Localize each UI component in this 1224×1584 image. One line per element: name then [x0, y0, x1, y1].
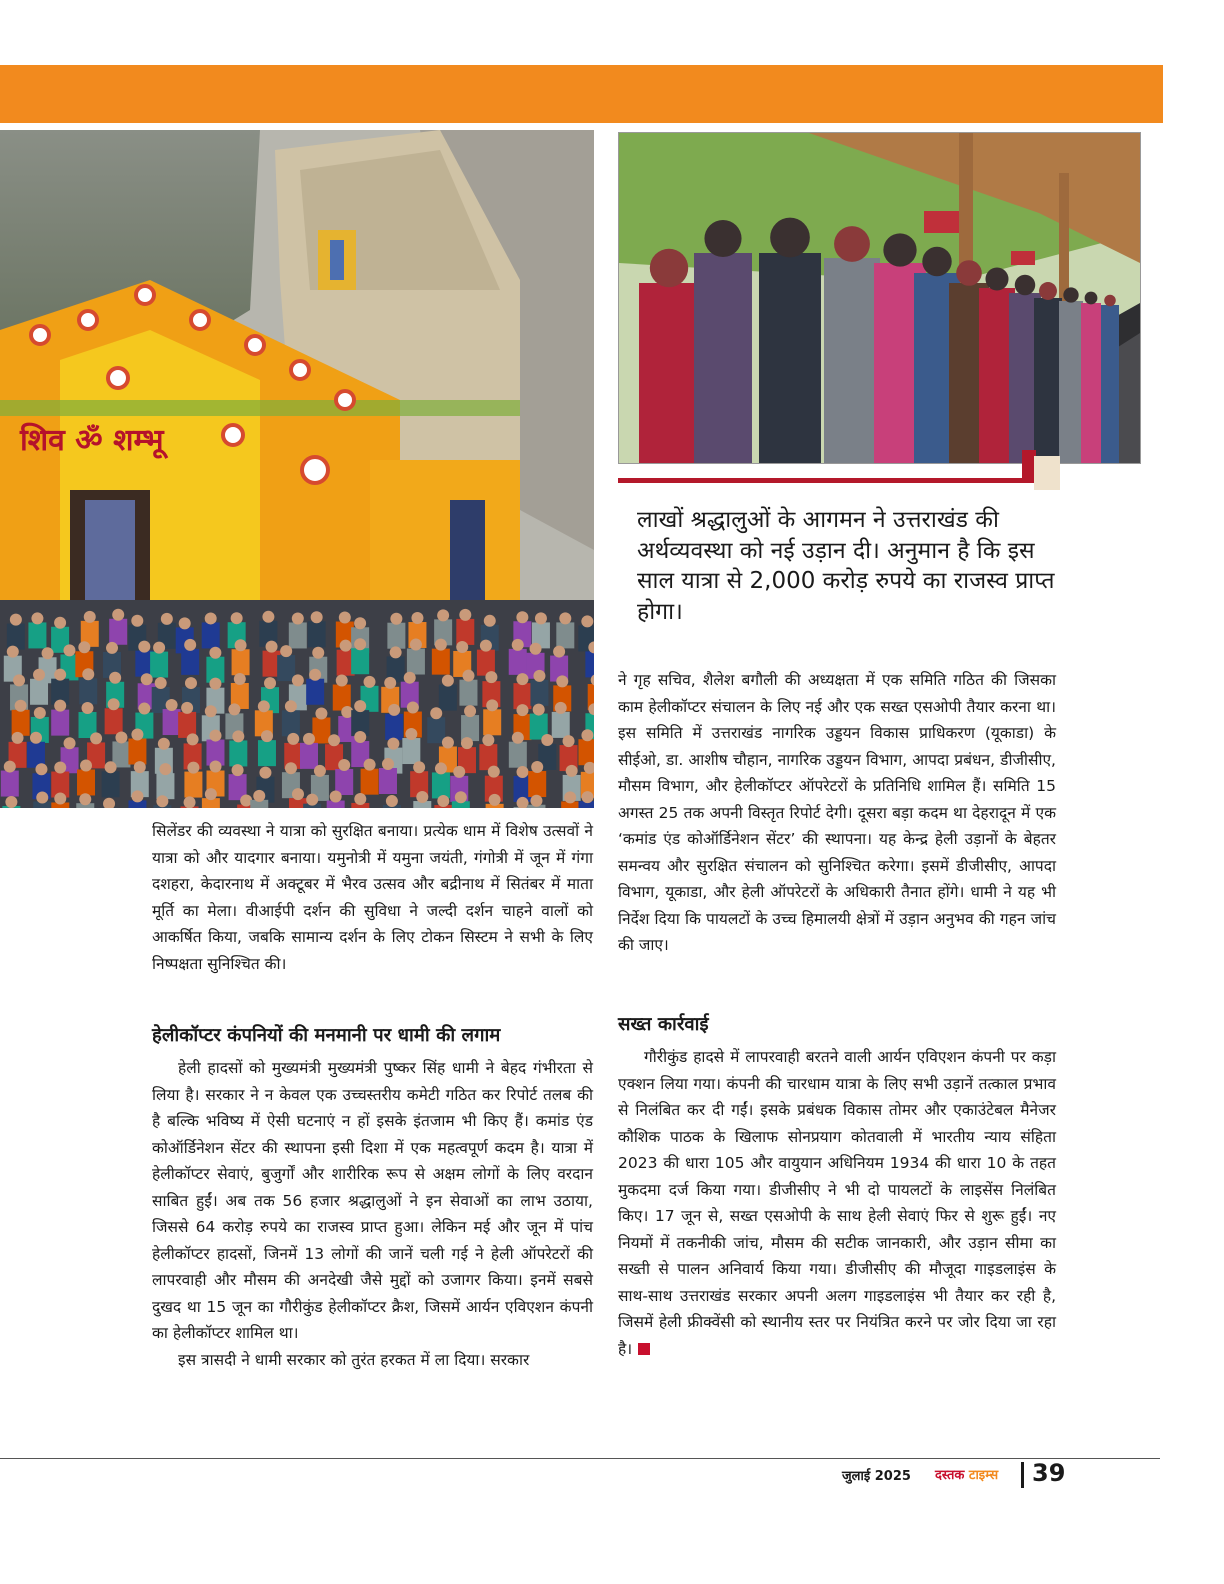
queue-figure	[1101, 305, 1119, 463]
crowd-head	[581, 791, 593, 803]
crowd-head	[455, 791, 467, 803]
crowd-head	[535, 612, 547, 624]
pull-quote: लाखों श्रद्धालुओं के आगमन ने उत्तराखंड की अर्थव्यवस्था को नई उड़ान दी। अनुमान है कि इस साल यात्रा से 2,000 करोड़ रुपये का राजस्व प्राप्त होगा।	[637, 507, 1055, 625]
crowd-figure	[184, 772, 202, 798]
crowd-head	[54, 669, 66, 681]
crowd-figure	[102, 771, 120, 797]
footer-brand-logo	[935, 1465, 998, 1483]
accent-red-line	[618, 478, 1032, 483]
queue-head	[922, 247, 951, 276]
crowd-head	[566, 765, 578, 777]
crowd-head	[84, 611, 96, 623]
crowd-figure	[28, 622, 46, 648]
crowd-head	[581, 729, 593, 741]
crowd-head	[556, 675, 568, 687]
crowd-head	[54, 617, 66, 629]
crowd-figure	[105, 708, 123, 734]
crowd-head	[563, 735, 575, 747]
crowd-figure	[30, 679, 48, 705]
crowd-head	[555, 702, 567, 714]
crowd-head	[354, 638, 366, 650]
brand-part-2: टाइम्स	[968, 1468, 999, 1483]
crowd-head	[315, 707, 327, 719]
temple-sign-text: शिव ॐ शम्भू	[20, 423, 164, 458]
crowd-head	[138, 703, 150, 715]
crowd-head	[303, 733, 315, 745]
crowd-head	[533, 670, 545, 682]
crowd-figure	[229, 740, 247, 766]
left-section-heading: हेलीकॉप्टर कंपनियों की मनमानी पर धामी की लगाम	[152, 1025, 501, 1046]
crowd-figure	[308, 621, 326, 647]
crowd-figure	[578, 739, 594, 765]
crowd-head	[407, 702, 419, 714]
accent-beige-block	[1034, 456, 1060, 490]
crowd-head	[134, 761, 146, 773]
crowd-head	[210, 761, 222, 773]
crowd-head	[486, 699, 498, 711]
crowd-head	[364, 759, 376, 771]
crowd-figure	[402, 738, 420, 764]
crowd-head	[54, 792, 66, 804]
right-section-heading: सख्त कार्रवाई	[618, 1014, 709, 1035]
crowd-head	[364, 676, 376, 688]
crowd-figure	[277, 655, 295, 681]
crowd-figure	[202, 622, 220, 648]
crowd-figure	[556, 622, 574, 648]
crowd-figure	[407, 649, 425, 675]
queue-head	[1039, 282, 1057, 300]
crowd-head	[205, 788, 217, 800]
crowd-head	[184, 639, 196, 651]
crowd-head	[410, 639, 422, 651]
crowd-figure	[1, 771, 19, 797]
crowd-figure	[385, 714, 403, 740]
crowd-head	[453, 766, 465, 778]
crowd-head	[437, 609, 449, 621]
crowd-head	[187, 762, 199, 774]
crowd-head	[336, 675, 348, 687]
crowd-head	[382, 758, 394, 770]
right-paragraph-1	[618, 1044, 1056, 1362]
crowd-head	[340, 640, 352, 652]
right-column-section	[618, 1044, 1056, 1362]
queue-head	[1015, 275, 1035, 295]
crowd-head	[530, 795, 542, 807]
crowd-head	[141, 673, 153, 685]
crowd-figure	[509, 649, 527, 675]
crowd-figure	[361, 769, 379, 795]
crowd-head	[36, 791, 48, 803]
crowd-figure	[289, 622, 307, 648]
crowd-head	[437, 795, 449, 807]
crowd-head	[404, 672, 416, 684]
crowd-figure	[300, 743, 318, 769]
crowd-head	[258, 700, 270, 712]
crowd-figure	[483, 709, 501, 735]
crowd-head	[187, 733, 199, 745]
queue-head	[704, 220, 741, 257]
crowd-head	[390, 613, 402, 625]
crowd-head	[79, 793, 91, 805]
crowd-figure	[379, 768, 397, 794]
crowd-head	[516, 611, 528, 623]
crowd-head	[262, 611, 274, 623]
crowd-head	[292, 788, 304, 800]
header-color-band	[0, 65, 1163, 123]
crowd-head	[386, 795, 398, 807]
crowd-head	[280, 645, 292, 657]
crowd-head	[390, 646, 402, 658]
crowd-head	[4, 761, 16, 773]
crowd-head	[231, 612, 243, 624]
crowd-head	[266, 641, 278, 653]
crowd-head	[480, 640, 492, 652]
crowd-head	[309, 669, 321, 681]
crowd-figure	[163, 709, 181, 735]
crowd-head	[181, 702, 193, 714]
queue-figure	[759, 253, 821, 463]
crowd-head	[482, 734, 494, 746]
crowd-head	[138, 641, 150, 653]
queue-head	[883, 233, 916, 266]
crowd-head	[485, 671, 497, 683]
crowd-head	[64, 737, 76, 749]
crowd-head	[112, 609, 124, 621]
crowd-figure	[156, 773, 174, 799]
right-paragraph-1-text: गौरीकुंड हादसे में लापरवाही बरतने वाली आर्यन एविएशन कंपनी पर कड़ा एक्शन लिया गया। कंपनी की चारधाम यात्रा के लिए सभी उड़ानें तत्काल प्रभाव से निलंबित कर दी गईं। इसके प्रबंधक विकास तोमर और एकाउंटेबल मैनेजर कौशिक पाठक के खिलाफ सोनप्रयाग कोतवाली में भारतीय न्याय संहिता 2023 की धारा 105 और वायुयान अधिनियम 1934 की धारा 10 के तहत मुकदमा दर्ज किया गया। डीजीसीए ने भी दो पायलटों के लाइसेंस निलंबित किए। 17 जून से, सख्त एसओपी के साथ हेली सेवाएं फिर से शुरू हुईं। नए नियमों में तकनीकी जांच, मौसम की सटीक जानकारी, और उड़ान सीमा का सख्ती से पालन अनिवार्य किया गया। डीजीसीए की मौजूदा गाइडलाइंस के साथ-साथ उत्तराखंड सरकार अपनी अलग गाइडलाइंस भी तैयार कर रही है, जिसमें हेली फ्रीक्वेंसी को स्थानीय स्तर पर नियंत्रित करने पर जोर दिया जा रहा है।	[618, 1048, 1056, 1358]
crowd-head	[416, 791, 428, 803]
article-end-mark	[638, 1343, 650, 1355]
queue-figure	[694, 253, 752, 463]
crowd-figure	[351, 648, 369, 674]
crowd-head	[155, 677, 167, 689]
crowd-head	[232, 764, 244, 776]
crowd-head	[232, 730, 244, 742]
crowd-head	[435, 762, 447, 774]
page-number: 39	[1032, 1459, 1066, 1487]
crowd-head	[530, 643, 542, 655]
crowd-figure	[51, 710, 69, 736]
crowd-head	[564, 791, 576, 803]
crowd-head	[311, 611, 323, 623]
kedarnath-temple-photo	[0, 130, 594, 808]
crowd-head	[517, 766, 529, 778]
left-column-section	[152, 1055, 593, 1373]
crowd-figure	[585, 651, 594, 677]
crowd-head	[7, 646, 19, 658]
footer-separator	[1021, 1462, 1024, 1488]
crowd-head	[384, 677, 396, 689]
crowd-head	[166, 699, 178, 711]
left-paragraph-2: इस त्रासदी ने धामी सरकार को तुरंत हरकत में ला दिया। सरकार	[178, 1350, 530, 1369]
crowd-head	[235, 639, 247, 651]
crowd-figure	[528, 771, 546, 797]
crowd-head	[5, 796, 17, 808]
crowd-figure	[456, 619, 474, 645]
crowd-figure	[150, 652, 168, 678]
crowd-head	[435, 639, 447, 651]
temple-photo-illustration	[0, 130, 594, 808]
crowd-head	[354, 700, 366, 712]
crowd-head	[108, 698, 120, 710]
crowd-head	[42, 647, 54, 659]
crowd-head	[461, 737, 473, 749]
queue-head	[1085, 292, 1098, 305]
left-paragraph-continued: सिलेंडर की व्यवस्था ने यात्रा को सुरक्षित बनाया। प्रत्येक धाम में विशेष उत्सवों ने यात्रा को और यादगार बनाया। यमुनोत्री में यमुना जयंती, गंगोत्री में जून में गंगा दशहरा, केदारनाथ में अक्टूबर में भैरव उत्सव और बद्रीनाथ में सितंबर में माता मूर्ति का मेला। वीआईपी दर्शन की सुविधा ने जल्दी दर्शन चाहने वालों को आकर्षित किया, जबकि सामान्य दर्शन के लिए टोकन सिस्टम ने सभी के लिए निष्पक्षता सुनिश्चित की।	[152, 822, 593, 973]
crowd-head	[12, 732, 24, 744]
crowd-head	[411, 612, 423, 624]
crowd-head	[264, 677, 276, 689]
queue-head	[650, 249, 688, 287]
queue-head	[834, 226, 870, 262]
crowd-head	[516, 704, 528, 716]
crowd-head	[234, 673, 246, 685]
crowd-head	[161, 613, 173, 625]
crowd-head	[30, 732, 42, 744]
queue-figure	[824, 258, 880, 463]
queue-photo-illustration	[619, 133, 1140, 463]
crowd-figure	[459, 680, 477, 706]
crowd-head	[205, 612, 217, 624]
crowd-figure	[461, 715, 479, 741]
crowd-head	[292, 612, 304, 624]
crowd-head	[63, 644, 75, 656]
crowd-head	[512, 639, 524, 651]
crowd-head	[35, 763, 47, 775]
crowd-head	[442, 736, 454, 748]
crowd-head	[459, 609, 471, 621]
left-column-continued	[152, 818, 593, 977]
crowd-head	[184, 796, 196, 808]
crowd-figure	[427, 717, 445, 743]
crowd-head	[90, 732, 102, 744]
crowd-head	[109, 672, 121, 684]
crowd-head	[285, 762, 297, 774]
crowd-figure	[79, 678, 97, 704]
crowd-figure	[12, 710, 30, 736]
crowd-head	[354, 793, 366, 805]
brand-part-1: दस्तक	[935, 1468, 965, 1483]
crowd-head	[430, 707, 442, 719]
crowd-head	[287, 733, 299, 745]
crowd-head	[553, 646, 565, 658]
crowd-head	[285, 700, 297, 712]
crowd-head	[512, 732, 524, 744]
crowd-head	[541, 734, 553, 746]
left-paragraph-1: हेली हादसों को मुख्यमंत्री मुख्यमंत्री पुष्कर सिंह धामी ने बेहद गंभीरता से लिया है। सरकार ने न केवल एक उच्चस्तरीय कमेटी गठित कर रिपोर्ट तलब की है बल्कि भविष्य में ऐसी घटनाएं न हों इसके इंतजाम भी किए हैं। कमांड एंड कोऑर्डिनेशन सेंटर की स्थापना इसी दिशा में एक महत्वपूर्ण कदम है। यात्रा में हेलीकॉप्टर सेवाएं, बुजुर्गों और शारीरिक रूप से अक्षम लोगों के लिए वरदान साबित हुईं। अब तक 56 हजार श्रद्धालुओं ने इन सेवाओं का लाभ उठाया, जिससे 64 करोड़ रुपये का राजस्व प्राप्त हुआ। लेकिन मई और जून में पांच हेलीकॉप्टर हादसों, जिनमें 13 लोगों की जानें चली गई ने हेली ऑपरेटरों की लापरवाही और मौसम की अनदेखी जैसे मुद्दों को उजागर किया। इनमें सबसे दुखद था 15 जून का गौरीकुंड हेलीकॉप्टर क्रैश, जिसमें आर्यन एविएशन कंपनी का हेलीकॉप्टर शामिल था।	[152, 1059, 593, 1342]
crowd-figure	[509, 742, 527, 768]
crowd-figure	[258, 740, 276, 766]
crowd-head	[328, 734, 340, 746]
crowd-head	[153, 642, 165, 654]
crowd-head	[484, 615, 496, 627]
crowd-figure	[439, 685, 457, 711]
footer-rule	[0, 1458, 1160, 1459]
crowd-head	[106, 642, 118, 654]
crowd-head	[312, 647, 324, 659]
crowd-figure	[432, 772, 450, 798]
footer-date: जुलाई 2025	[842, 1469, 911, 1484]
queue-figure	[1059, 301, 1083, 463]
crowd-head	[387, 738, 399, 750]
crowd-head	[354, 731, 366, 743]
crowd-head	[82, 668, 94, 680]
right-column-continued	[618, 667, 1056, 959]
crowd-head	[115, 731, 127, 743]
crowd-head	[82, 702, 94, 714]
crowd-head	[388, 704, 400, 716]
crowd-head	[338, 759, 350, 771]
crowd-head	[131, 729, 143, 741]
crowd-figure	[109, 619, 127, 645]
crowd-head	[559, 612, 571, 624]
crowd-head	[31, 612, 43, 624]
crowd-head	[488, 766, 500, 778]
crowd-head	[464, 705, 476, 717]
crowd-head	[209, 647, 221, 659]
crowd-head	[15, 700, 27, 712]
crowd-figure	[432, 649, 450, 675]
crowd-figure	[306, 679, 324, 705]
crowd-head	[292, 674, 304, 686]
queue-figure	[1081, 303, 1101, 463]
crowd-head	[54, 700, 66, 712]
crowd-head	[462, 670, 474, 682]
crowd-head	[209, 678, 221, 690]
crowd-figure	[312, 717, 330, 743]
crowd-head	[253, 790, 265, 802]
crowd-head	[10, 614, 22, 626]
crowd-head	[34, 707, 46, 719]
crowd-figure	[282, 710, 300, 736]
crowd-figure	[530, 680, 548, 706]
crowd-figure	[128, 739, 146, 765]
crowd-head	[205, 705, 217, 717]
queue-figure	[639, 283, 699, 463]
crowd-figure	[77, 769, 95, 795]
crowd-head	[456, 641, 468, 653]
crowd-head	[581, 615, 593, 627]
crowd-head	[306, 794, 318, 806]
queue-head	[985, 267, 1008, 290]
queue-head	[956, 260, 982, 286]
crowd-head	[413, 761, 425, 773]
devotees-queue-photo	[618, 132, 1141, 464]
crowd-figure	[387, 623, 405, 649]
crowd-head	[354, 617, 366, 629]
crowd-figure	[7, 624, 25, 650]
crowd-head	[442, 675, 454, 687]
crowd-figure	[552, 712, 570, 738]
crowd-head	[516, 673, 528, 685]
crowd-head	[33, 669, 45, 681]
crowd-head	[330, 791, 342, 803]
crowd-head	[159, 763, 171, 775]
crowd-head	[131, 790, 143, 802]
crowd-head	[13, 674, 25, 686]
crowd-head	[131, 615, 143, 627]
crowd-figure	[181, 649, 199, 675]
crowd-head	[261, 730, 273, 742]
crowd-head	[209, 730, 221, 742]
queue-head	[1104, 295, 1116, 307]
crowd-head	[156, 795, 168, 807]
crowd-head	[105, 761, 117, 773]
crowd-head	[80, 759, 92, 771]
right-paragraph-continued: ने गृह सचिव, शैलेश बगौली की अध्यक्षता में एक समिति गठित की जिसका काम हेलीकॉप्टर संचालन के लिए नई और एक सख्त एसओपी तैयार करना था। इस समिति में उत्तराखंड नागरिक उड्डयन विकास प्राधिकरण (यूकाडा) के सीईओ, डा. आशीष चौहान, नागरिक उड्डयन विभाग, आपदा प्रबंधन, डीजीसीए, मौसम विभाग, और हेलीकॉप्टर ऑपरेटरों के प्रतिनिधि शामिल हैं। समिति 15 अगस्त 25 तक अपनी विस्तृत रिपोर्ट देगी। दूसरा बड़ा कदम था देहरादून में एक ‘कमांड एंड कोऑर्डिनेशन सेंटर’ की स्थापना। यह केन्द्र हेली उड़ानों के बेहतर समन्वय और सुरक्षित संचालन को सुनिश्चित करेगा। इसमें डीजीसीए, आपदा विभाग, यूकाडा, और हेली ऑपरेटरों के अधिकारी तैनात होंगे। धामी ने यह भी निर्देश दिया कि पायलटों के उच्च हिमालयी क्षेत्रों में उड़ान अनुभव की गहन जांच की जाए।	[618, 671, 1056, 954]
crowd-head	[228, 703, 240, 715]
crowd-head	[531, 761, 543, 773]
crowd-head	[405, 728, 417, 740]
crowd-head	[179, 617, 191, 629]
crowd-head	[533, 704, 545, 716]
crowd-head	[339, 612, 351, 624]
queue-head	[770, 218, 810, 258]
crowd-head	[259, 767, 271, 779]
queue-figure	[1034, 298, 1062, 463]
crowd-head	[185, 677, 197, 689]
crowd-head	[489, 794, 501, 806]
crowd-head	[78, 641, 90, 653]
crowd-head	[158, 738, 170, 750]
queue-head	[1063, 287, 1078, 302]
crowd-head	[54, 762, 66, 774]
crowd-figure	[232, 649, 250, 675]
crowd-head	[314, 765, 326, 777]
